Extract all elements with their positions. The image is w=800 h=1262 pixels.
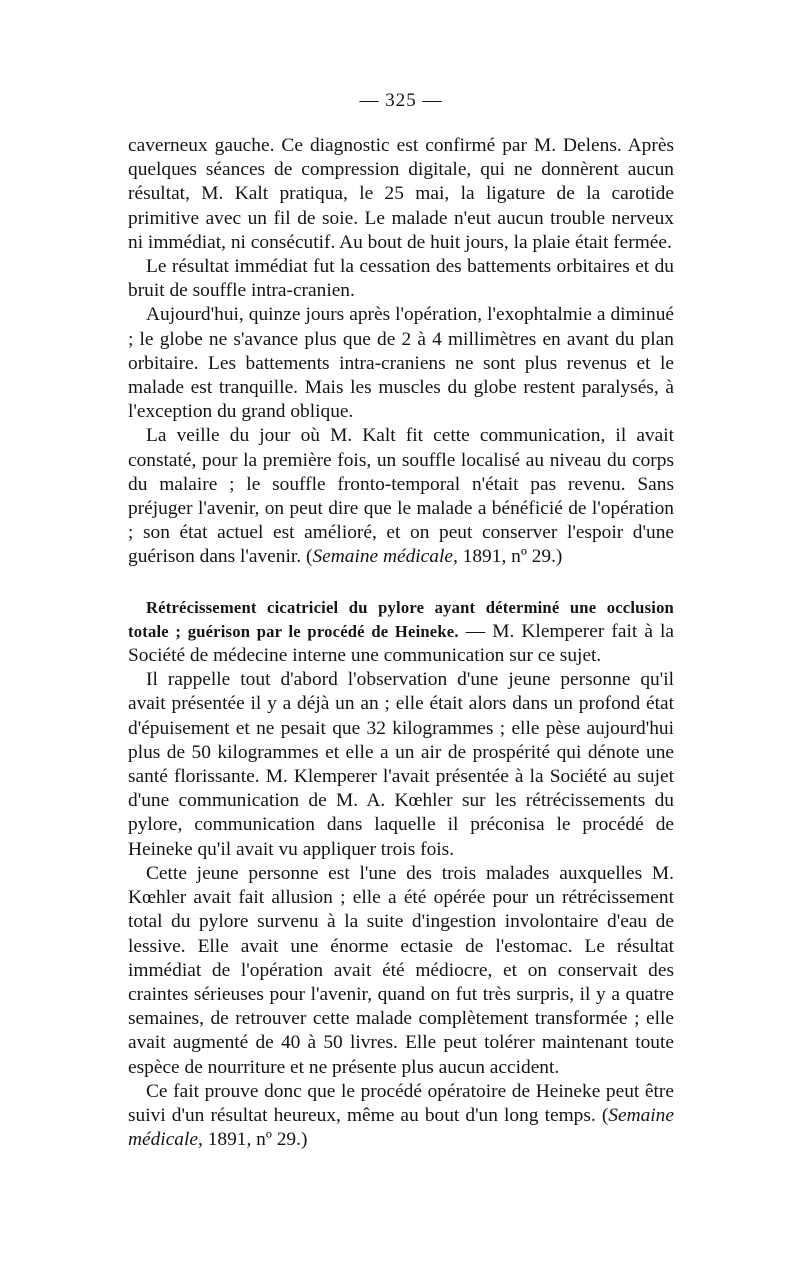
paragraph-today: Aujourd'hui, quinze jours après l'opération, l'exophtalmie a diminué ; le globe ne s'avance plus que de 2 à 4 millimètres en avant du plan orbitaire. Les battements intra-craniens ne sont plus revenus et le malade est tranquille. Mais les muscles du globe restent paralysés, à l'exception du grand oblique.: [128, 304, 674, 423]
article-heading: Rétrécissement cicatriciel du pylore ayant déterminé une occlusion totale ; guérison par le procédé de Heineke.: [128, 597, 674, 641]
page-number: — 325 —: [359, 90, 443, 111]
source-citation: Semaine médicale,: [312, 546, 458, 568]
paragraph-recall: Il rappelle tout d'abord l'observation d'une jeune personne qu'il avait présentée il y a déjà un an ; elle était alors dans un profond état d'épuisement et ne pesait que 32 kilogrammes ; elle pèse aujourd'hui plus de 50 kilogrammes et elle a un air de prospérité qui dénote une santé florissante. M. Klemperer l'avait présentée à la Société au sujet d'une communication de M. A. Kœhler sur les rétrécissements du pylore, communication dans laquelle il préconisa le procédé de Heineke qu'il avait vu appliquer trois fois.: [128, 669, 674, 860]
source-citation-2: Semaine médicale,: [128, 1104, 674, 1151]
document-page: [128, 90, 674, 1152]
heading-dash: —: [458, 620, 493, 642]
source-reference-2: 1891, nº 29.): [202, 1129, 308, 1151]
article-heading-paragraph: [128, 596, 674, 669]
paragraph-continuation: caverneux gauche. Ce diagnostic est confirmé par M. Delens. Après quelques séances de compression digitale, qui ne donnèrent aucun résultat, M. Kalt pratiqua, le 25 mai, la ligature de la carotide primitive avec un fil de soie. Le malade n'eut aucun trouble nerveux ni immédiat, ni consécutif. Au bout de huit jours, la plaie était fermée.: [128, 135, 674, 253]
paragraph-result: Le résultat immédiat fut la cessation des battements orbitaires et du bruit de souffle intra-cranien.: [128, 256, 674, 302]
paragraph-conclusion: [128, 1080, 674, 1153]
paragraph-conclusion-text: Ce fait prouve donc que le procédé opératoire de Heineke peut être suivi d'un résultat heureux, même au bout d'un long temps. (: [128, 1080, 674, 1126]
paragraph-eve: [128, 424, 674, 569]
paragraph-patient: Cette jeune personne est l'une des trois malades auxquelles M. Kœhler avait fait allusion ; elle a été opérée pour un rétrécissement total du pylore survenu à la suite d'ingestion involontaire d'eau de lessive. Elle avait une énorme ectasie de l'estomac. Le résultat immédiat de l'opération avait été médiocre, et on conservait des craintes sérieuses pour l'avenir, quand on fut très surpris, il y a quatre semaines, de retrouver cette malade complètement transformée ; elle avait augmenté de 40 à 50 livres. Elle peut tolérer maintenant toute espèce de nourriture et ne présente plus aucun accident.: [128, 862, 674, 1078]
source-reference: 1891, nº 29.): [457, 546, 563, 568]
paragraph-intro: M. Klemperer fait à la Société de médecine interne une communication sur ce sujet.: [128, 620, 674, 667]
paragraph-eve-text: La veille du jour où M. Kalt fit cette communication, il avait constaté, pour la première fois, un souffle localisé au niveau du corps du malaire ; le souffle fronto-temporal n'était pas revenu. Sans préjuger l'avenir, on peut dire que le malade a bénéficié de l'opération ; son état actuel est amélioré, et on peut conserver l'espoir d'une guérison dans l'avenir. (: [128, 425, 674, 568]
